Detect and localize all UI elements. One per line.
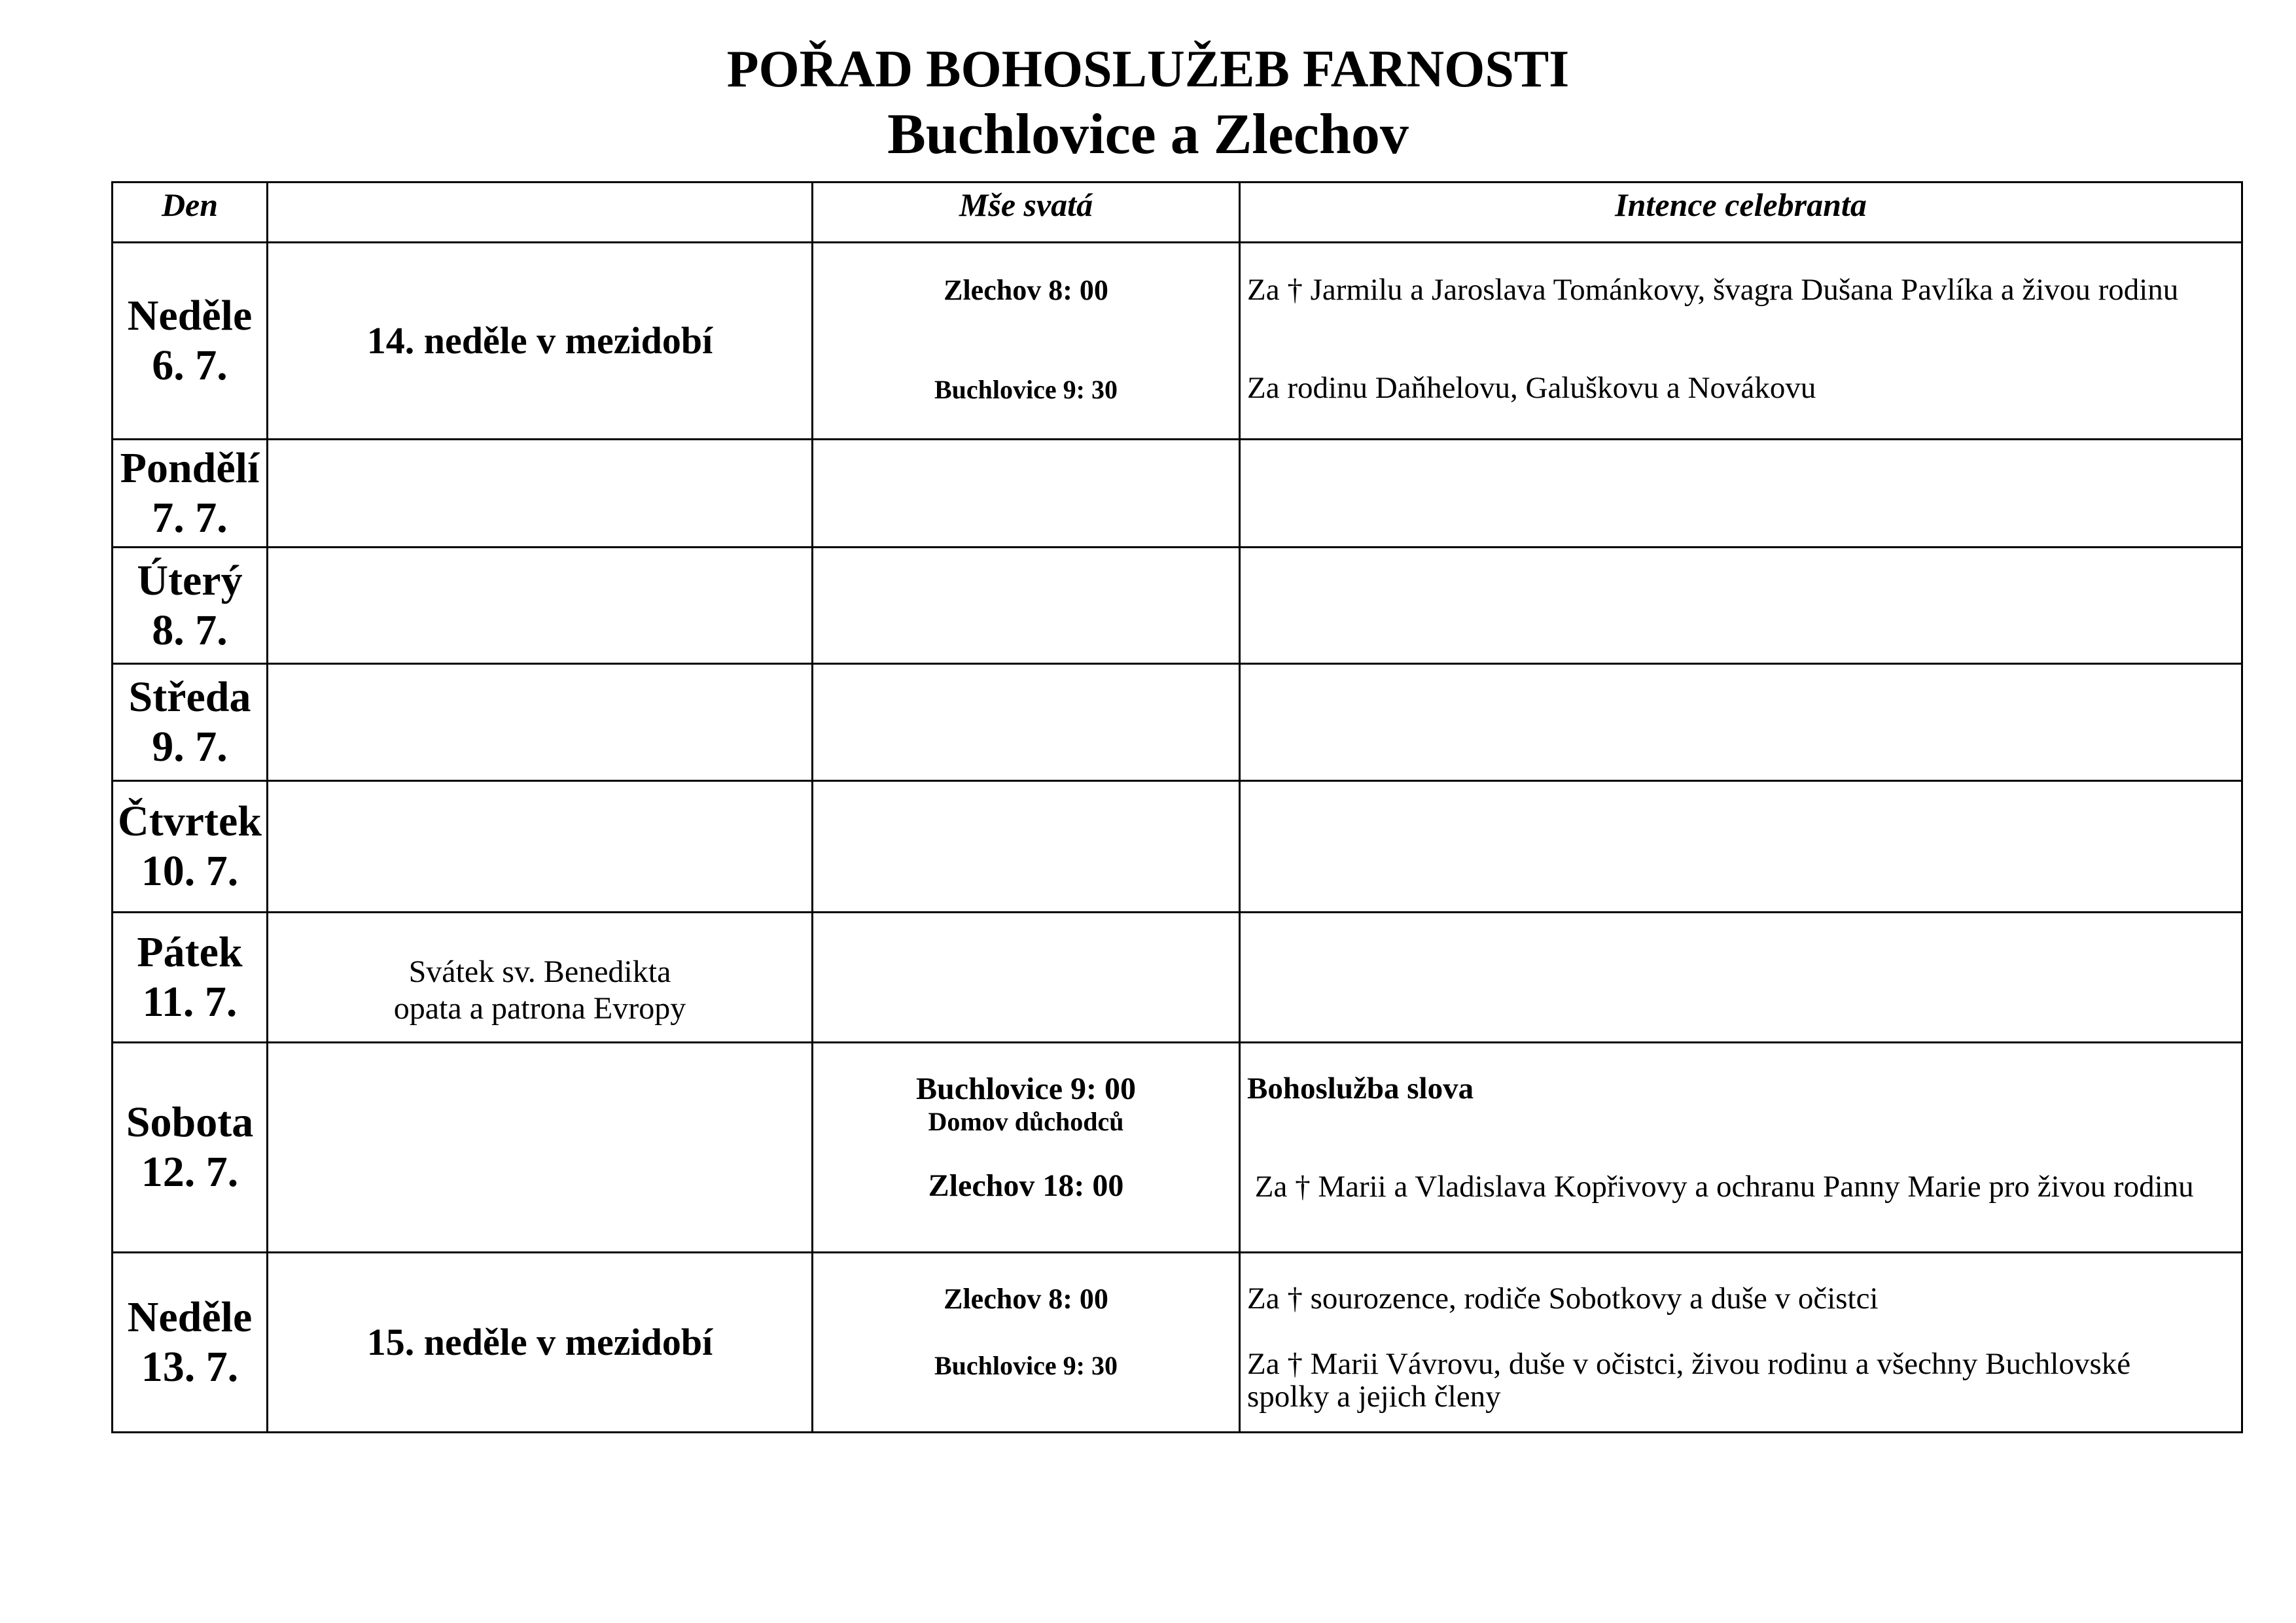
day-cell xyxy=(113,548,268,664)
day-name: Neděle xyxy=(127,292,253,340)
table-row xyxy=(113,664,2242,781)
day-name: Pondělí xyxy=(120,444,260,492)
day-cell xyxy=(113,913,268,1043)
intention-text: Za † Marii Vávrovu, duše v očistci, živou rodinu a všechny Buchlovské spolky a jejich členy xyxy=(1247,1347,2131,1414)
mass-time: Zlechov 8: 00 xyxy=(944,1283,1108,1315)
occasion-cell xyxy=(268,243,813,440)
mass-location: Domov důchodců xyxy=(928,1107,1124,1136)
intention-text: Za rodinu Daňhelovu, Galuškovu a Novákovu xyxy=(1247,371,1816,405)
intention-cell xyxy=(1240,548,2242,664)
occasion-cell xyxy=(268,1043,813,1253)
day-name: Středa xyxy=(128,673,251,721)
table-row xyxy=(113,440,2242,548)
intention-text: Za † Marii a Vladislava Kopřivovy a ochranu Panny Marie pro živou rodinu xyxy=(1247,1170,2194,1204)
page-title: POŘAD BOHOSLUŽEB FARNOSTI xyxy=(726,41,1570,98)
day-date: 12. 7. xyxy=(141,1148,239,1196)
column-header-mass: Mše svatá xyxy=(813,183,1240,243)
intention-cell xyxy=(1240,243,2242,440)
intention-cell xyxy=(1240,781,2242,913)
mass-time: Buchlovice 9: 30 xyxy=(934,375,1118,404)
mass-time: Buchlovice 9: 30 xyxy=(934,1351,1118,1380)
mass-cell xyxy=(813,440,1240,548)
day-name: Pátek xyxy=(137,928,243,976)
day-date: 7. 7. xyxy=(152,494,228,542)
occasion-cell xyxy=(268,1253,813,1433)
mass-cell xyxy=(813,548,1240,664)
table-row xyxy=(113,1043,2242,1253)
table-row xyxy=(113,781,2242,913)
day-cell xyxy=(113,1253,268,1433)
day-name: Sobota xyxy=(126,1098,254,1146)
mass-cell xyxy=(813,913,1240,1043)
day-cell xyxy=(113,243,268,440)
occasion-cell xyxy=(268,781,813,913)
intention-text: Za † Jarmilu a Jaroslava Tománkovy, švagra Dušana Pavlíka a živou rodinu xyxy=(1247,273,2179,307)
mass-time: Zlechov 18: 00 xyxy=(928,1168,1124,1203)
day-date: 8. 7. xyxy=(152,606,228,654)
day-date: 9. 7. xyxy=(152,723,228,771)
intention-cell xyxy=(1240,664,2242,781)
table-row xyxy=(113,1253,2242,1433)
table-row xyxy=(113,243,2242,440)
column-header-intention: Intence celebranta xyxy=(1240,183,2242,243)
occasion-text: 15. neděle v mezidobí xyxy=(366,1321,713,1363)
mass-cell xyxy=(813,243,1240,440)
day-date: 11. 7. xyxy=(142,978,238,1026)
column-header-day: Den xyxy=(113,183,268,243)
intention-cell xyxy=(1240,1043,2242,1253)
mass-time: Zlechov 8: 00 xyxy=(944,274,1108,306)
occasion-text: 14. neděle v mezidobí xyxy=(366,319,713,362)
schedule-table xyxy=(111,181,2243,1433)
occasion-cell xyxy=(268,440,813,548)
occasion-cell xyxy=(268,548,813,664)
mass-cell xyxy=(813,1043,1240,1253)
day-name: Neděle xyxy=(127,1293,253,1341)
page-subtitle: Buchlovice a Zlechov xyxy=(887,103,1409,166)
column-header-occasion xyxy=(268,183,813,243)
occasion-text: opata a patrona Evropy xyxy=(393,991,686,1026)
day-cell xyxy=(113,664,268,781)
day-cell xyxy=(113,1043,268,1253)
page-header xyxy=(0,38,2296,169)
occasion-cell xyxy=(268,664,813,781)
mass-cell xyxy=(813,781,1240,913)
intention-cell xyxy=(1240,1253,2242,1433)
intention-text: Za † sourozence, rodiče Sobotkovy a duše v očistci xyxy=(1247,1282,1879,1316)
day-date: 6. 7. xyxy=(152,341,228,389)
occasion-text: Svátek sv. Benedikta xyxy=(408,954,671,989)
table-row xyxy=(113,548,2242,664)
day-date: 13. 7. xyxy=(141,1343,239,1391)
day-date: 10. 7. xyxy=(141,847,239,895)
day-name: Úterý xyxy=(137,556,243,604)
intention-text: Bohoslužba slova xyxy=(1247,1072,1474,1106)
day-cell xyxy=(113,440,268,548)
day-name: Čtvrtek xyxy=(118,797,262,845)
table-header-row xyxy=(113,183,2242,243)
day-cell xyxy=(113,781,268,913)
mass-cell xyxy=(813,664,1240,781)
table-row xyxy=(113,913,2242,1043)
intention-cell xyxy=(1240,913,2242,1043)
intention-cell xyxy=(1240,440,2242,548)
mass-cell xyxy=(813,1253,1240,1433)
occasion-cell xyxy=(268,913,813,1043)
mass-time: Buchlovice 9: 00 xyxy=(916,1072,1136,1106)
